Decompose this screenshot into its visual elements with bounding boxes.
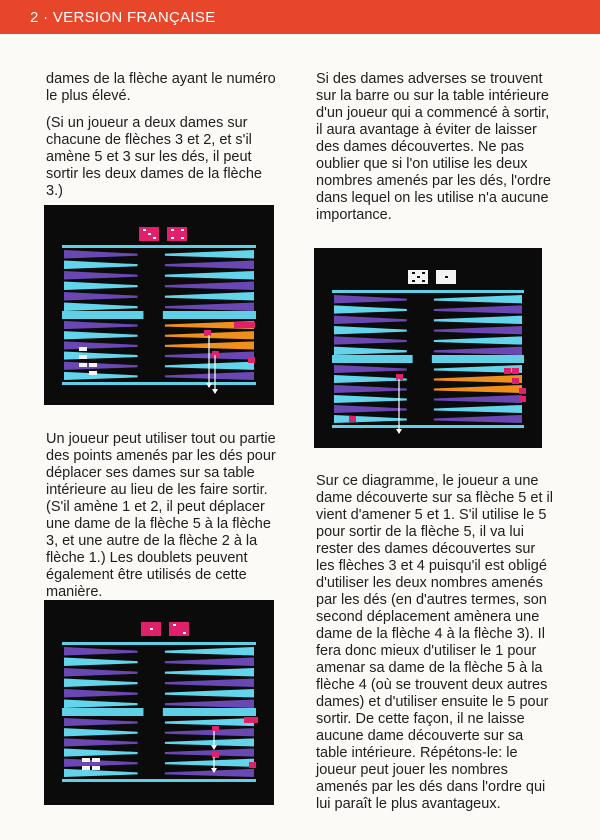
die-pip xyxy=(148,233,151,235)
board-point xyxy=(64,303,138,312)
board-diagram-2 xyxy=(314,248,542,448)
board-point xyxy=(334,347,407,355)
board-point xyxy=(434,385,522,393)
checker xyxy=(512,368,519,374)
board-point xyxy=(165,759,254,767)
board-point xyxy=(165,292,254,301)
die-pip xyxy=(422,280,425,282)
checker xyxy=(519,388,526,394)
board-point xyxy=(434,326,522,334)
board-svg xyxy=(44,205,274,405)
borne-off-checker xyxy=(79,363,87,367)
board-bar xyxy=(413,293,432,425)
checker xyxy=(241,322,248,328)
checker xyxy=(349,416,356,422)
board-point xyxy=(434,316,522,324)
board-point xyxy=(334,365,407,373)
board-point xyxy=(165,689,254,698)
checker xyxy=(212,726,219,732)
board-point xyxy=(165,250,254,259)
checker xyxy=(519,396,526,402)
board-point xyxy=(334,395,407,403)
arrow-head xyxy=(212,389,218,394)
board-point xyxy=(434,395,522,403)
board-point xyxy=(64,689,138,698)
checker xyxy=(504,368,511,374)
die-pip xyxy=(445,276,448,278)
board-point xyxy=(165,282,254,291)
board-point xyxy=(165,271,254,280)
board-point xyxy=(334,316,407,324)
board-point xyxy=(165,303,254,312)
checker xyxy=(244,717,251,723)
board-point xyxy=(165,261,254,270)
board-frame-bottom xyxy=(332,425,524,428)
board-point xyxy=(434,415,522,423)
board-point xyxy=(64,647,138,656)
paragraph: Un joueur peut utiliser tout ou partie des points amenés par les dés pour déplacer ses dames sur sa table intérieure au lieu de les faire sortir. (S'il amène 1 et 2, il peut déplacer une dame de la flèche 5 à la flèche 3, et une autre de la flèche 2 à la flèche 1.) Les doublets peuvent également être utilisés de cette manière. xyxy=(46,431,276,600)
board-point xyxy=(64,331,138,339)
right-column-top xyxy=(316,71,556,234)
board-point xyxy=(64,668,138,677)
board-point xyxy=(64,759,138,767)
board-point xyxy=(434,336,522,344)
board-point xyxy=(165,738,254,746)
borne-off-checker xyxy=(89,363,97,367)
board-point xyxy=(64,250,138,259)
board-point xyxy=(64,321,138,329)
board-svg xyxy=(44,600,274,805)
board-point xyxy=(334,326,407,334)
board-diagram-3 xyxy=(44,600,274,805)
board-point xyxy=(434,305,522,313)
board-point xyxy=(165,718,254,726)
checker xyxy=(212,752,219,758)
borne-off-checker xyxy=(82,758,90,762)
board-point xyxy=(64,700,138,709)
borne-off-checker xyxy=(82,766,90,770)
board-point xyxy=(165,658,254,667)
die-pip xyxy=(412,280,415,282)
board-bar xyxy=(143,645,162,779)
board-point xyxy=(165,728,254,736)
board-point xyxy=(165,679,254,688)
board-point xyxy=(334,305,407,313)
arrow-head xyxy=(206,383,212,388)
die-pip xyxy=(183,632,186,634)
board-point xyxy=(64,749,138,757)
checker xyxy=(248,322,255,328)
checker xyxy=(251,717,258,723)
board-point xyxy=(64,362,138,370)
die-pip xyxy=(422,272,425,274)
paragraph: dames de la flèche ayant le numéro le plus élevé. xyxy=(46,71,276,104)
left-column-top xyxy=(46,71,276,210)
board-frame-bottom xyxy=(62,779,256,782)
die-pip xyxy=(417,276,420,278)
board-point xyxy=(334,405,407,413)
board-svg xyxy=(314,248,542,448)
right-column-bottom xyxy=(316,473,556,823)
borne-off-checker xyxy=(79,355,87,359)
page-header xyxy=(0,0,600,34)
die-pip xyxy=(153,237,156,239)
board-point xyxy=(64,292,138,301)
borne-off-checker xyxy=(89,371,97,375)
arrow-head xyxy=(396,429,402,434)
board-point xyxy=(165,769,254,777)
paragraph: Si des dames adverses se trouvent sur la barre ou sur la table intérieure d'un joueur qui a commencé à sortir, il aura avantage à éviter de laisser des dames découvertes. Ne pas oublier que si l'on utilise les deux nombres amenés par les dés, l'ordre dans lequel on les utilise n'a aucune importance. xyxy=(316,71,551,223)
paragraph: Sur ce diagramme, le joueur a une dame découverte sur sa flèche 5 et il vient d'amener 5 et 1. S'il utilise le 5 pour sortir de la flèche 5, il va lui rester des dames découvertes sur les flèches 3 et 4 puisqu'il est obligé d'utiliser les deux nombres amenés par les dés (en d'autres termes, son second déplacement amènera une dame de la flèche 4 à la flèche 3). Il fera donc mieux d'utiliser le 1 pour amenar sa dame de la flèche 5 à la flèche 4 (où se trouvent deux autres dames) et d'utiliser ensuite le 5 pour sortir. De cette façon, il ne laisse aucune dame découverte sur sa table intérieure. Répétons-le: le joueur peut jouer les nombres amenés par les dés dans l'ordre qui lui paraît le plus avantageux. xyxy=(316,473,553,812)
borne-off-checker xyxy=(92,758,100,762)
board-point xyxy=(64,271,138,280)
board-frame-top xyxy=(62,245,256,248)
board-point xyxy=(165,647,254,656)
board-point xyxy=(64,282,138,291)
die-pip xyxy=(181,229,184,231)
checker xyxy=(204,330,211,336)
board-point xyxy=(334,336,407,344)
board-point xyxy=(165,668,254,677)
board-point xyxy=(165,749,254,757)
die-pip xyxy=(181,237,184,239)
board-point xyxy=(64,372,138,380)
die-pip xyxy=(150,628,153,630)
board-frame-top xyxy=(62,642,256,645)
board-point xyxy=(64,718,138,726)
checker xyxy=(248,357,255,363)
board-point xyxy=(64,679,138,688)
board-point xyxy=(64,728,138,736)
board-point xyxy=(64,341,138,349)
board-diagram-1 xyxy=(44,205,274,405)
header-title: 2 · VERSION FRANÇAISE xyxy=(30,9,216,26)
board-point xyxy=(64,658,138,667)
left-column-bottom xyxy=(46,431,276,611)
board-point xyxy=(434,295,522,303)
die-pip xyxy=(143,229,146,231)
paragraph: (Si un joueur a deux dames sur chacune de flèches 3 et 2, et s'il amène 5 et 3 sur les dés, il peut sortir les deux dames de la flèche 3.) xyxy=(46,115,262,199)
board-point xyxy=(434,347,522,355)
die-pip xyxy=(171,237,174,239)
borne-off-checker xyxy=(92,766,100,770)
checker xyxy=(249,762,256,768)
board-bar xyxy=(143,248,162,382)
board-point xyxy=(64,769,138,777)
board-point xyxy=(64,261,138,270)
board-point xyxy=(434,375,522,383)
board-point xyxy=(334,295,407,303)
board-point xyxy=(434,405,522,413)
board-frame-bottom xyxy=(62,382,256,385)
borne-off-checker xyxy=(79,347,87,351)
board-point xyxy=(165,700,254,709)
board-point xyxy=(334,415,407,423)
board-point xyxy=(64,738,138,746)
board-point xyxy=(334,385,407,393)
board-frame-top xyxy=(332,290,524,293)
board-point xyxy=(334,375,407,383)
die-pip xyxy=(171,229,174,231)
checker xyxy=(512,378,519,384)
die-pip xyxy=(412,272,415,274)
die-pip xyxy=(173,624,176,626)
board-point xyxy=(64,352,138,360)
arrow-head xyxy=(211,745,217,750)
checker xyxy=(234,322,241,328)
